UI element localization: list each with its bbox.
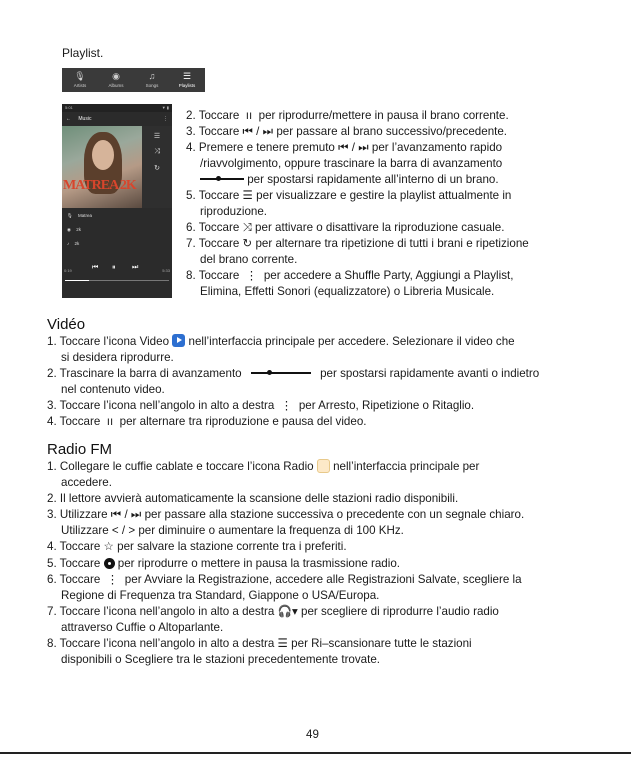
video-step-1-cont: si desidera riprodurre. xyxy=(61,351,174,364)
disc-icon: ◉ xyxy=(112,71,120,81)
video-step-1: 1. Toccare l’icona Video nell’interfaccia principale per accedere. Selezionare il video che xyxy=(47,335,515,348)
progress-bar-icon xyxy=(251,372,311,374)
step-7-cont: del brano corrente. xyxy=(200,253,298,266)
list-item: ◉ 2k xyxy=(62,224,172,236)
music-tab-bar xyxy=(62,68,205,92)
shuffle-icon[interactable]: ⤨ xyxy=(154,148,160,155)
list-icon: ☰ xyxy=(277,637,288,650)
microphone-icon: 🎙 xyxy=(67,213,73,218)
shuffle-icon: ⤨ xyxy=(242,221,252,234)
step-6: 6. Toccare ⤨ per attivare o disattivare la riproduzione casuale. xyxy=(186,221,505,234)
tab-playlists[interactable]: ☰ Playlists xyxy=(169,68,205,92)
more-vert-icon: ⋮ xyxy=(242,269,261,282)
video-step-2: 2. Trascinare la barra di avanzamento per spostarsi rapidamente avanti o indietro xyxy=(47,367,540,380)
status-bar: 5:01 ▼ ▮ xyxy=(62,104,172,112)
chevron-left-right-icon: < / > xyxy=(111,524,136,537)
more-vert-icon: ⋮ xyxy=(277,399,296,412)
radio-step-6: 6. Toccare ⋮ per Avviare la Registrazione, accedere alle Registrazioni Salvate, scegliere la xyxy=(47,573,522,586)
prev-next-icon: ⏮ / ⏭ xyxy=(338,141,369,154)
repeat-icon: ↻ xyxy=(242,237,253,250)
footer-rule xyxy=(0,752,631,754)
playlist-icon[interactable]: ☰ xyxy=(153,133,161,140)
album-art-text: MATREA 2K xyxy=(63,178,136,193)
radio-step-1-cont: accedere. xyxy=(61,476,112,489)
video-step-3: 3. Toccare l’icona nell’angolo in alto a destra ⋮ per Arresto, Ripetizione o Ritaglio. xyxy=(47,399,475,412)
back-arrow-icon[interactable]: ← xyxy=(66,116,71,122)
more-vert-icon[interactable]: ⋮ xyxy=(163,116,168,122)
step-8-cont: Elimina, Effetti Sonori (equalizzatore) o Libreria Musicale. xyxy=(200,285,495,298)
radio-step-8: 8. Toccare l’icona nell’angolo in alto a destra ☰ per Ri–scansionare tutte le stazioni xyxy=(47,637,472,650)
repeat-icon[interactable]: ↻ xyxy=(154,165,160,172)
disc-icon: ◉ xyxy=(67,227,71,232)
step-3: 3. Toccare ⏮ / ⏭ per passare al brano successivo/precedente. xyxy=(186,125,508,138)
phone-screenshot xyxy=(62,104,172,298)
headphones-icon: 🎧▾ xyxy=(277,605,298,618)
step-4-cont2: per spostarsi rapidamente all’interno di un brano. xyxy=(200,172,499,188)
music-note-icon: ♫ xyxy=(148,71,156,81)
video-app-icon xyxy=(172,334,185,347)
previous-icon[interactable]: ⏮ xyxy=(92,264,99,271)
tab-albums[interactable]: ◉ Albums xyxy=(98,68,134,92)
playback-controls: 0:19 ⏮ ⏸ ⏭ 5:33 xyxy=(62,260,172,290)
tab-artists[interactable]: 🎙 Artists xyxy=(62,68,98,92)
album-art xyxy=(62,126,142,208)
radio-step-4: 4. Toccare ☆ per salvare la stazione corrente tra i preferiti. xyxy=(47,540,347,553)
list-icon: ☰ xyxy=(182,71,192,81)
video-step-4: 4. Toccare ıı per alternare tra riproduzione e pausa del video. xyxy=(47,415,367,428)
radio-step-7-cont: attraverso Cuffie o Altoparlante. xyxy=(61,621,224,634)
more-vert-icon: ⋮ xyxy=(103,573,122,586)
pause-icon: ıı xyxy=(103,415,117,428)
step-2: 2. Toccare ıı per riprodurre/mettere in pausa il brano corrente. xyxy=(186,109,509,122)
step-4-cont: /riavvolgimento, oppure trascinare la barra di avanzamento xyxy=(200,157,503,170)
side-controls xyxy=(142,126,172,208)
progress-fill xyxy=(65,280,89,281)
pause-icon[interactable]: ⏸ xyxy=(112,264,116,271)
music-note-icon: ♪ xyxy=(67,241,70,246)
list-item: ♪ 2k xyxy=(62,238,172,250)
step-5: 5. Toccare ☰ per visualizzare e gestire la playlist attualmente in xyxy=(186,189,512,202)
radio-step-1: 1. Collegare le cuffie cablate e toccare l’icona Radio nell’interfaccia principale per xyxy=(47,460,480,473)
prev-next-icon: ⏮ / ⏭ xyxy=(110,508,142,521)
list-item: 🎙 Matrea xyxy=(62,210,172,222)
progress-bar-icon xyxy=(200,178,244,180)
section-title-video: Vidéo xyxy=(47,316,86,333)
radio-step-6-cont: Regione di Frequenza tra Standard, Giappone o USA/Europa. xyxy=(61,589,380,602)
app-bar xyxy=(62,112,172,126)
radio-step-8-cont: disponibili o Scegliere tra le stazioni precedentemente trovate. xyxy=(61,653,381,666)
radio-step-3: 3. Utilizzare ⏮ / ⏭ per passare alla stazione successiva o precedente con un segnale chiaro. xyxy=(47,508,525,521)
step-7: 7. Toccare ↻ per alternare tra ripetizione di tutti i brani e ripetizione xyxy=(186,237,529,250)
app-title: Music xyxy=(78,116,92,122)
video-step-2-cont: nel contenuto video. xyxy=(61,383,165,396)
album-art-face xyxy=(92,140,114,170)
step-4: 4. Premere e tenere premuto ⏮ / ⏭ per l’avanzamento rapido xyxy=(186,141,503,154)
pause-icon: ıı xyxy=(242,109,256,122)
section-title-radio: Radio FM xyxy=(47,441,113,458)
step-8: 8. Toccare ⋮ per accedere a Shuffle Party, Aggiungi a Playlist, xyxy=(186,269,514,282)
step-5-cont: riproduzione. xyxy=(200,205,268,218)
microphone-icon: 🎙 xyxy=(74,71,86,81)
radio-step-5: 5. Toccare per riprodurre o mettere in pausa la trasmissione radio. xyxy=(47,557,400,570)
radio-step-7: 7. Toccare l’icona nell’angolo in alto a destra 🎧▾ per scegliere di riprodurre l’audio radio xyxy=(47,605,499,618)
radio-step-3-cont: Utilizzare < / > per diminuire o aumentare la frequenza di 100 KHz. xyxy=(61,524,404,537)
playlist-icon: ☰ xyxy=(242,189,253,202)
page-number: 49 xyxy=(306,728,319,741)
next-icon[interactable]: ⏭ xyxy=(132,264,139,271)
radio-app-icon xyxy=(317,459,330,473)
star-icon: ☆ xyxy=(103,540,114,553)
radio-step-2: 2. Il lettore avvierà automaticamente la scansione delle stazioni radio disponibili. xyxy=(47,492,459,505)
playlist-label: Playlist. xyxy=(62,46,104,60)
prev-next-icon: ⏮ / ⏭ xyxy=(242,125,274,138)
tab-songs[interactable]: ♫ Songs xyxy=(134,68,170,92)
play-pause-disc-icon xyxy=(104,558,115,569)
